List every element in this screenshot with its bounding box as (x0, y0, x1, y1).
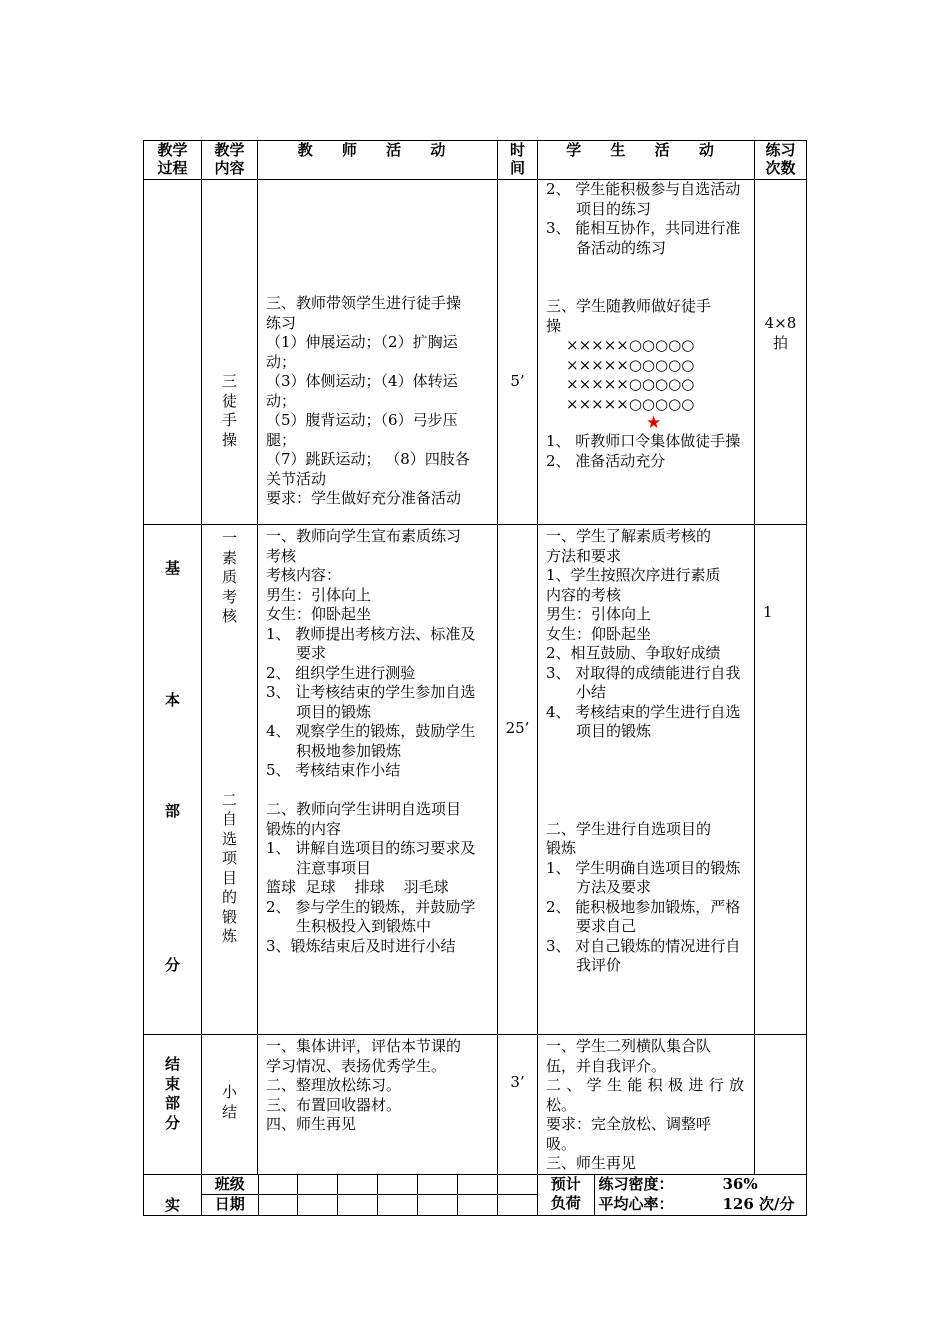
row2-content-cell: 一 素 质 考 核 二 自 选 项 目 的 锻 炼 (202, 525, 258, 1035)
header-content: 教学 内容 (202, 141, 258, 180)
row1-process-cell (144, 180, 202, 525)
row1-student-cell: 2、 学生能积极参与自选活动项目的练习 3、 能相互协作，共同进行准备活动的练习 三、学生随教师做好徒手 操 ×××××○○○○○ ×××××○○○○○ ×××××○○○○○ ×××××○○○○○ ★ 1、 听教师口令集体做徒手操 2、 准备活动充分 (538, 180, 755, 525)
row1-time-cell: 5’ (498, 180, 538, 525)
header-practice-count: 练习 次数 (755, 141, 807, 180)
row2-count-cell: 1 (755, 525, 807, 1035)
row3-time-cell: 3’ (498, 1035, 538, 1175)
row3-process-cell: 结 束 部 分 (144, 1035, 202, 1175)
footer-row (144, 1174, 807, 1215)
formation-diagram: ×××××○○○○○ ×××××○○○○○ ×××××○○○○○ ×××××○○○○○ (566, 336, 695, 413)
row1-teacher-cell: 三、教师带领学生进行徒手操 练习 （1）伸展运动；（2）扩胸运 动； （3）体侧运动；（4）体转运 动； （5）腹背运动；（6）弓步压 腿； （7）跳跃运动； （8）四肢各 关节活动 要求：学生做好充分准备活动 (258, 180, 498, 525)
row2-student-cell: 一、学生了解素质考核的 方法和要求 1、学生按照次序进行素质 内容的考核 男生：引体向上 女生：仰卧起坐 2、相互鼓励、争取好成绩 3、 对取得的成绩能进行自我小结 4、 考核结束的学生进行自选项目的锻炼 二、学生进行自选项目的 锻炼 1、 学生明确自选项目的锻炼方法及要求 2、 能积极地参加锻炼，严格要求自己 3、 对自己锻炼的情况进行自我评价 (538, 525, 755, 1035)
class-date-grid: 班级 日期 (202, 1175, 537, 1215)
header-process: 教学 过程 (144, 141, 202, 180)
row3-count-cell (755, 1035, 807, 1175)
star-icon: ★ (646, 413, 662, 433)
row-freehand-exercise (144, 180, 807, 525)
footer-class-date-cell (202, 1174, 538, 1215)
row3-teacher-cell: 一、集体讲评，评估本节课的 学习情况、表扬优秀学生。 二、整理放松练习。 三、布置回收器材。 四、师生再见 (258, 1035, 498, 1175)
footer-load-cell (538, 1174, 807, 1215)
expected-load: 预计 负荷 练习密度： 36% 平均心率： 126 次/分 (538, 1175, 806, 1215)
lesson-plan-table (143, 140, 807, 1216)
header-teacher-activity: 教 师 活 动 (258, 141, 498, 180)
row1-content-cell: 三 徒 手 操 (202, 180, 258, 525)
footer-practice-cell: 实 (144, 1174, 202, 1215)
row2-process-cell: 基 本 部 分 (144, 525, 202, 1035)
row1-count-cell: 4×8 拍 (755, 180, 807, 525)
row-basic-part (144, 525, 807, 1035)
row2-time-cell: 25’ (498, 525, 538, 1035)
row2-teacher-cell: 一、教师向学生宣布素质练习 考核 考核内容： 男生：引体向上 女生：仰卧起坐 1、 教师提出考核方法、标准及要求 2、 组织学生进行测验 3、 让考核结束的学生参加自选项目的锻炼 4、 观察学生的锻炼，鼓励学生积极地参加锻炼 5、 考核结束作小结 二、教师向学生讲明自选项目 锻炼的内容 1、 讲解自选项目的练习要求及注意事项目 篮球 足球 排球 羽毛球 2、 参与学生的锻炼，并鼓励学生积极投入到锻炼中 3、锻炼结束后及时进行小结 (258, 525, 498, 1035)
header-time: 时 间 (498, 141, 538, 180)
row-ending-part (144, 1035, 807, 1175)
header-student-activity: 学 生 活 动 (538, 141, 755, 180)
row3-content-cell: 小 结 (202, 1035, 258, 1175)
header-row (144, 141, 807, 180)
row3-student-cell: 一、学生二列横队集合队 伍，并自我评介。 二、学生能积极进行放 松。 要求：完全放松、调整呼 吸。 三、师生再见 (538, 1035, 755, 1175)
